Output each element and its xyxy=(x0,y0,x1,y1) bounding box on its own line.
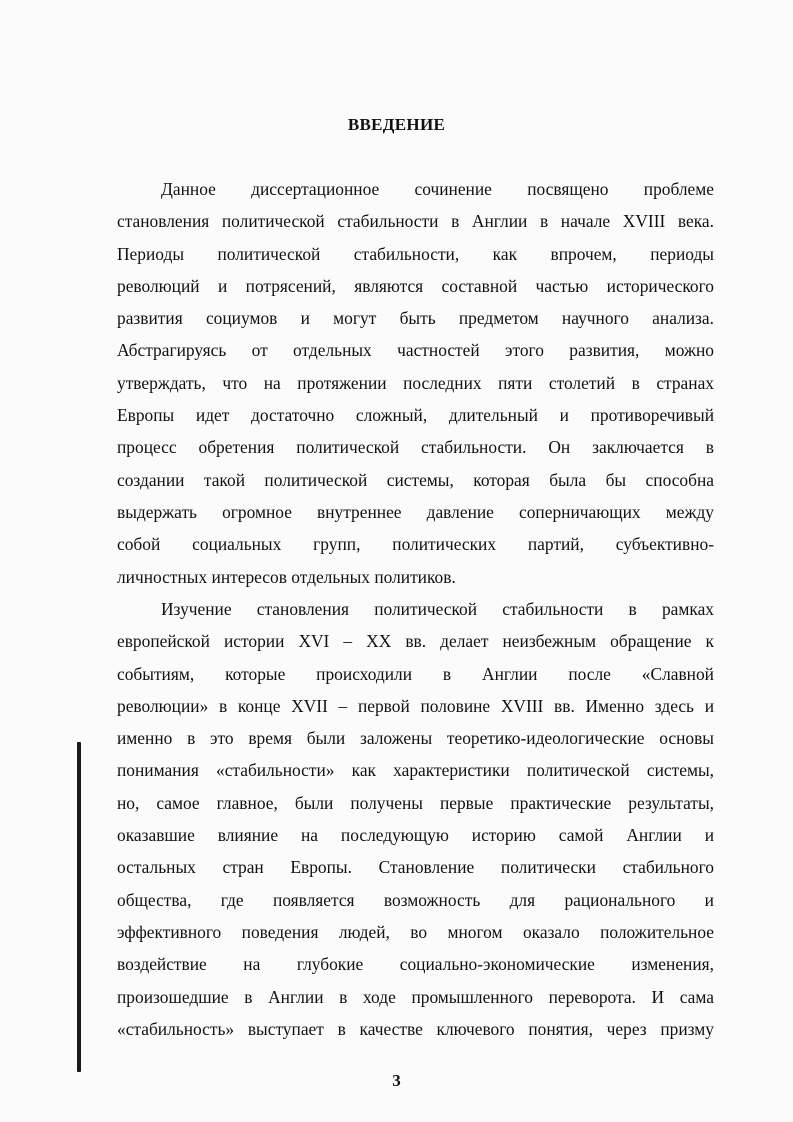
text-line: событиям, которые происходили в Англии после «Славной xyxy=(117,663,714,684)
text-line: оказавшие влияние на последующую историю самой Англии и xyxy=(117,825,714,846)
text-line: выдержать огромное внутреннее давление соперничающих между xyxy=(117,501,714,522)
text-line: личностных интересов отдельных политиков. xyxy=(117,566,456,587)
text-line: Абстрагируясь от отдельных частностей этого развития, можно xyxy=(117,340,714,361)
paragraph-2 xyxy=(117,593,714,1045)
scan-edge-mark xyxy=(77,742,81,1072)
text-line: остальных стран Европы. Становление политически стабильного xyxy=(117,857,714,878)
text-line: Изучение становления политической стабильности в рамках xyxy=(161,599,714,619)
text-line: воздействие на глубокие социально-экономические изменения, xyxy=(117,954,714,975)
text-line: произошедшие в Англии в ходе промышленного переворота. И сама xyxy=(117,986,714,1007)
text-line: европейской истории XVI – XX вв. делает неизбежным обращение к xyxy=(117,631,714,652)
paragraph-1 xyxy=(117,173,714,593)
text-line: создании такой политической системы, которая была бы способна xyxy=(117,469,714,490)
text-line: Данное диссертационное сочинение посвящено проблеме xyxy=(161,179,714,199)
page-number: 3 xyxy=(392,1071,401,1090)
text-line: собой социальных групп, политических партий, субъективно- xyxy=(117,534,714,555)
text-line: именно в это время были заложены теоретико-идеологические основы xyxy=(117,728,714,749)
page-title: ВВЕДЕНИЕ xyxy=(347,115,446,134)
text-line: революций и потрясений, являются составной частью исторического xyxy=(117,275,714,296)
text-line: процесс обретения политической стабильности. Он заключается в xyxy=(117,437,714,458)
text-line: Европы идет достаточно сложный, длительный и противоречивый xyxy=(117,405,714,426)
text-line: развития социумов и могут быть предметом научного анализа. xyxy=(117,308,714,329)
text-line: становления политической стабильности в Англии в начале XVIII века. xyxy=(117,211,714,232)
text-line: понимания «стабильности» как характеристики политической системы, xyxy=(117,760,714,781)
text-line: но, самое главное, были получены первые практические результаты, xyxy=(117,792,714,813)
text-line: общества, где появляется возможность для рационального и xyxy=(117,889,714,910)
text-line: эффективного поведения людей, во многом оказало положительное xyxy=(117,921,714,942)
text-line: революции» в конце XVII – первой половине XVIII вв. Именно здесь и xyxy=(117,695,714,716)
text-line: «стабильность» выступает в качестве ключевого понятия, через призму xyxy=(117,1018,714,1039)
text-line: утверждать, что на протяжении последних пяти столетий в странах xyxy=(117,372,714,393)
text-line: Периоды политической стабильности, как впрочем, периоды xyxy=(117,243,714,264)
